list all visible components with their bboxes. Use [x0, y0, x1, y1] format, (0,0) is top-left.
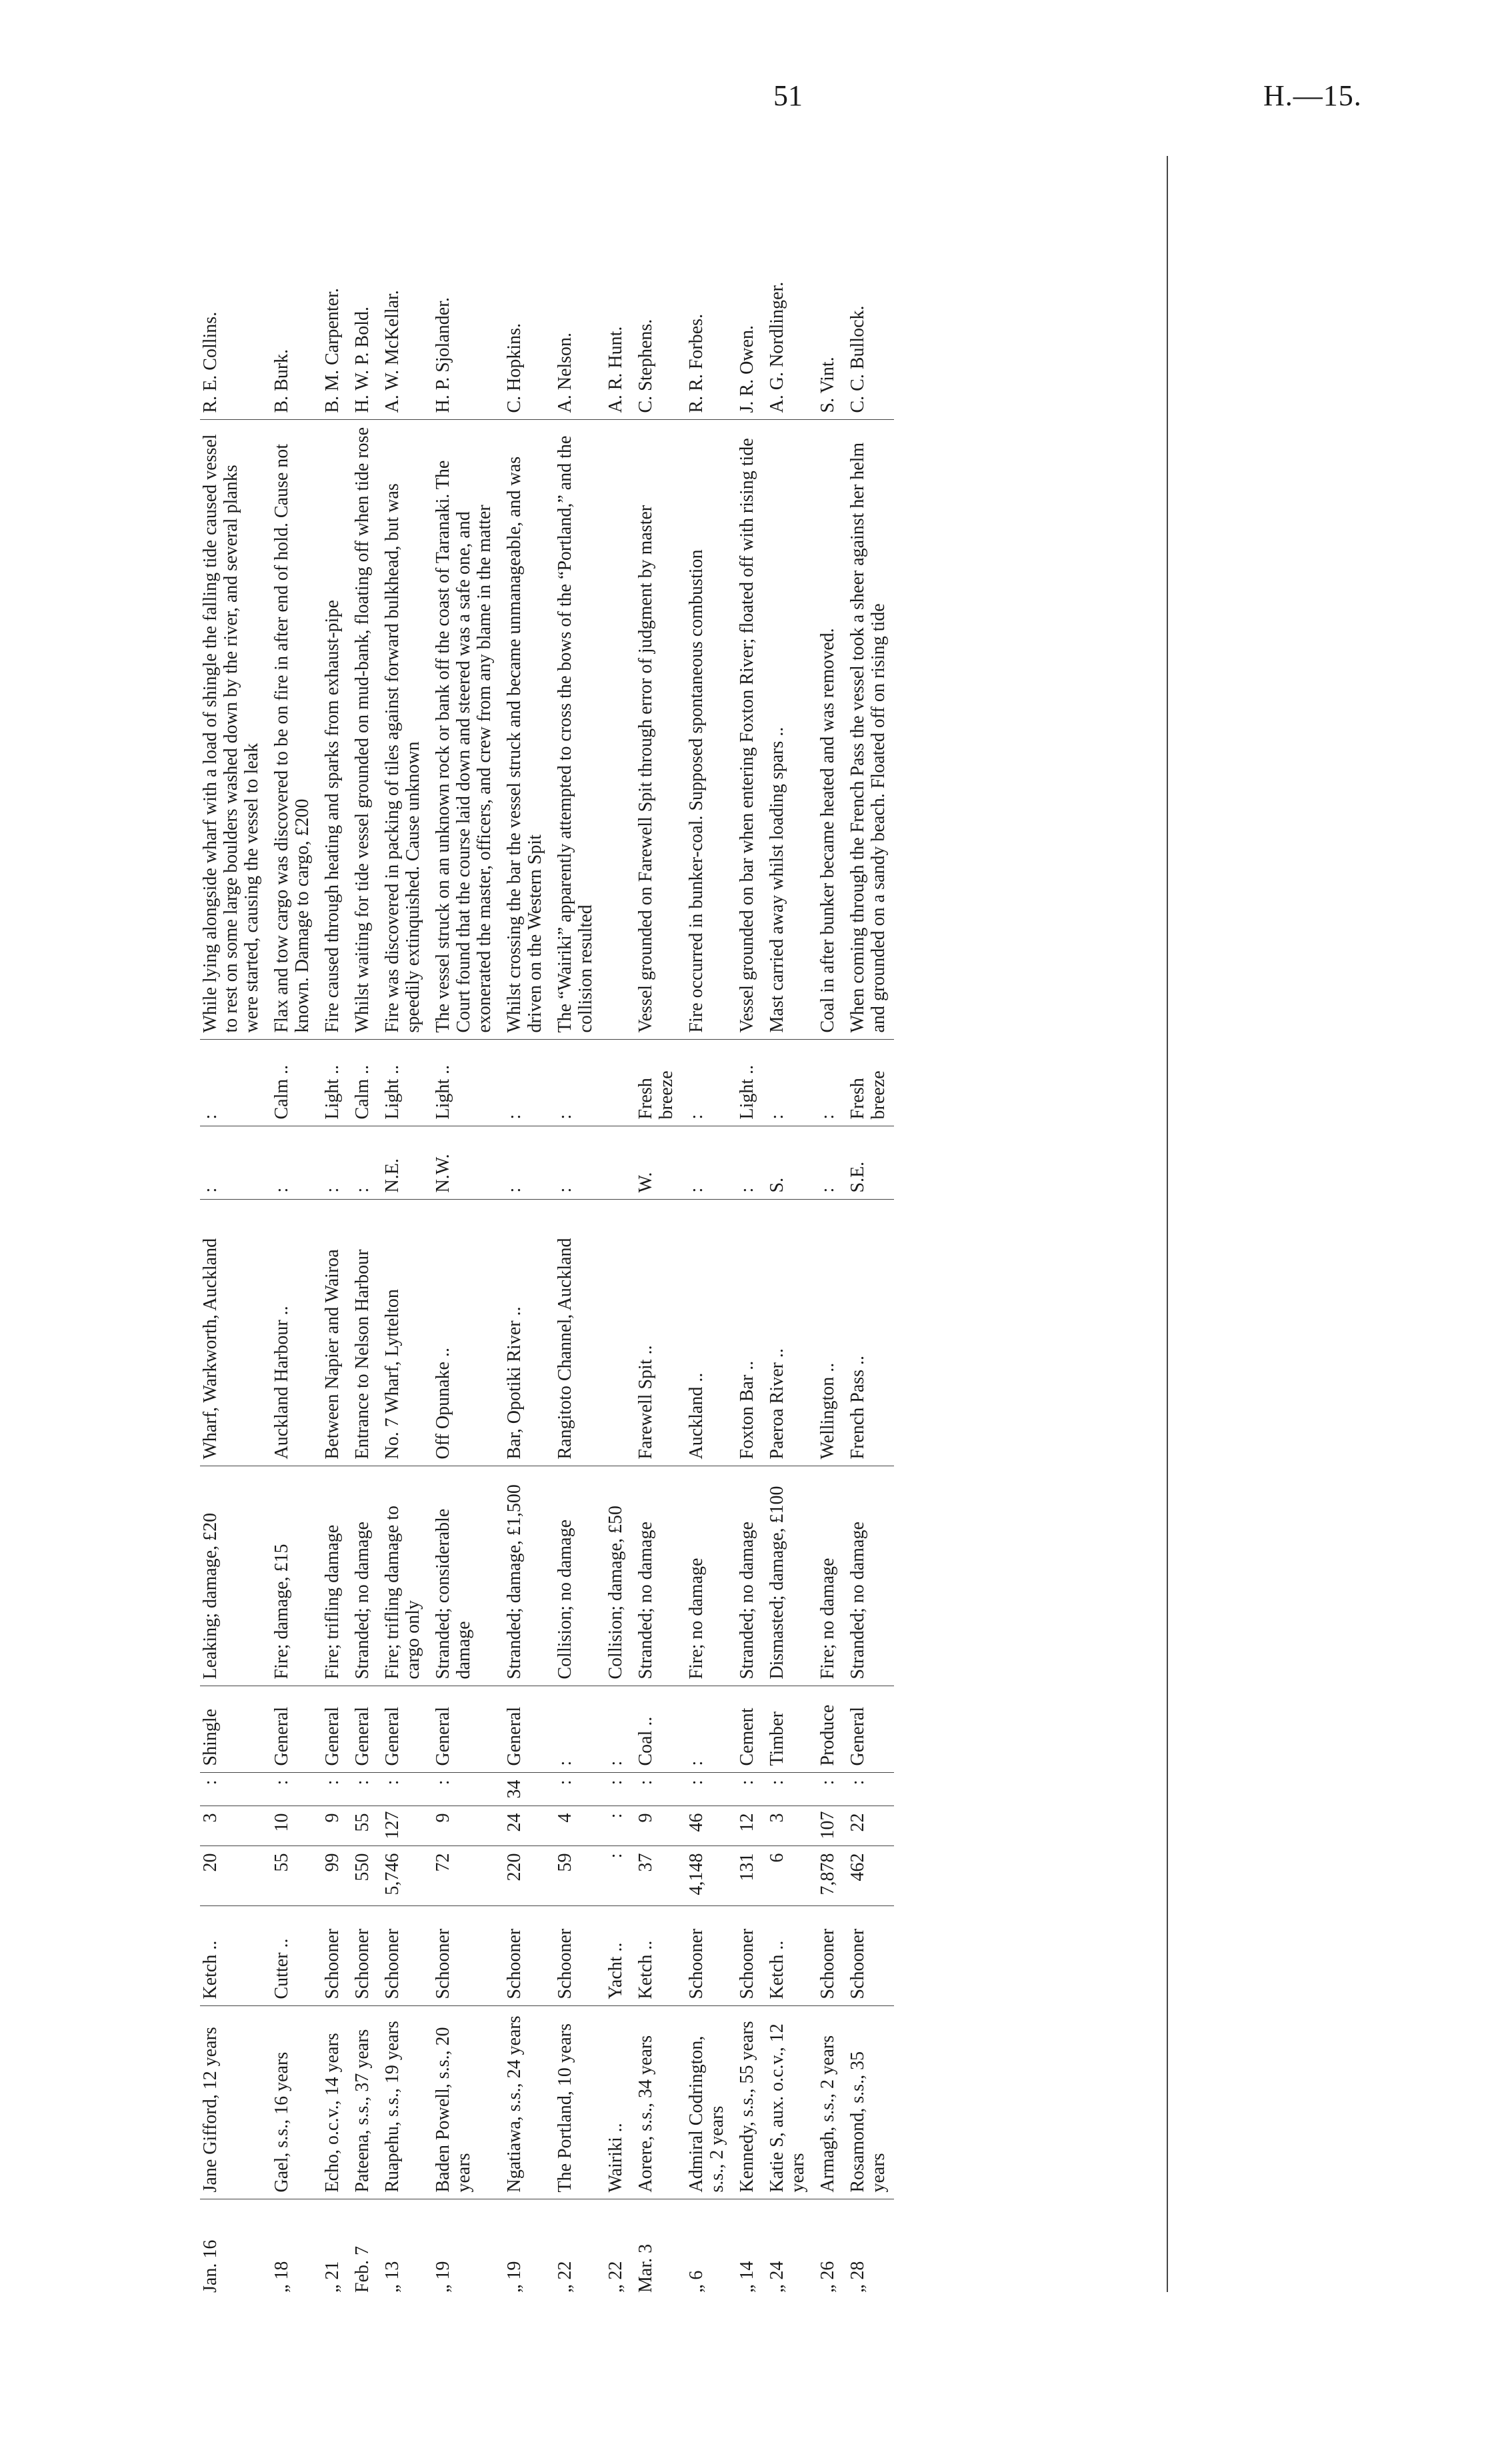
cell-tons: 37 — [631, 1846, 682, 1906]
cell-cargo: General — [500, 1686, 551, 1773]
cell-crew: 9 — [631, 1806, 682, 1846]
table-row — [348, 160, 378, 2299]
cell-cargo: General — [348, 1686, 378, 1773]
cell-nature: Collision; damage, £50 — [601, 1466, 631, 1686]
cell-cause: Fire occurred in bunker-coal. Supposed spontaneous combustion — [682, 420, 733, 1040]
cell-place: Foxton Bar .. — [733, 1200, 763, 1466]
cell-pass: : — [631, 1773, 682, 1806]
cell-master: C. Stephens. — [631, 160, 682, 420]
cell-date: „ 21 — [322, 2261, 343, 2293]
table-row — [200, 160, 267, 2299]
casualties-table — [200, 160, 894, 2299]
cell-nature: Dismasted; damage, £100 — [763, 1466, 813, 1686]
cell-wind: : — [200, 1126, 267, 1200]
cell-place — [601, 1200, 631, 1466]
cell-pass: : — [763, 1773, 813, 1806]
cell-nature: Stranded; damage, £1,500 — [500, 1466, 551, 1686]
cell-date: Jan. 16 — [200, 2239, 221, 2293]
cell-cargo: Timber — [763, 1686, 813, 1773]
cell-vessel: The Portland, 10 years — [551, 2006, 601, 2199]
cell-crew: 4 — [551, 1806, 601, 1846]
cell-place: Entrance to Nelson Harbour — [348, 1200, 378, 1466]
table-row — [551, 160, 601, 2299]
cell-cause: Vessel grounded on Farewell Spit through error of judgment by master — [631, 420, 682, 1040]
cell-pass: : — [813, 1773, 843, 1806]
cell-force: Light .. — [733, 1040, 763, 1126]
cell-rig: Schooner — [378, 1906, 429, 2006]
cell-master: A. W. McKellar. — [378, 160, 429, 420]
cell-cause — [601, 420, 631, 1040]
cell-rig: Schooner — [500, 1906, 551, 2006]
cell-date: „ 14 — [737, 2261, 757, 2293]
cell-rig: Schooner — [348, 1906, 378, 2006]
cell-tons: 7,878 — [813, 1846, 843, 1906]
cell-place: Auckland .. — [682, 1200, 733, 1466]
cell-vessel: Aorere, s.s., 34 years — [631, 2006, 682, 2199]
table-row — [682, 160, 733, 2299]
cell-wind: : — [267, 1126, 318, 1200]
cell-rig: Schooner — [733, 1906, 763, 2006]
cell-nature: Fire; trifling damage to cargo only — [378, 1466, 429, 1686]
cell-rig: Schooner — [843, 1906, 894, 2006]
cell-cause: The vessel struck on an unknown rock or bank off the coast of Taranaki. The Court found that the course laid down and steered was a safe one, and exonerated the master, officers, and crew from any blame in the matter — [429, 420, 500, 1040]
cell-tons: 4,148 — [682, 1846, 733, 1906]
cell-crew: 24 — [500, 1806, 551, 1846]
cell-tons: 220 — [500, 1846, 551, 1906]
cell-crew: 12 — [733, 1806, 763, 1846]
cell-crew: 9 — [429, 1806, 500, 1846]
cell-nature: Fire; damage, £15 — [267, 1466, 318, 1686]
cell-crew: 10 — [267, 1806, 318, 1846]
table-row — [813, 160, 843, 2299]
cell-cargo: Produce — [813, 1686, 843, 1773]
cell-date: „ 28 — [847, 2261, 868, 2293]
cell-date: „ 22 — [555, 2261, 575, 2293]
table-row — [733, 160, 763, 2299]
cell-nature: Fire; trifling damage — [318, 1466, 348, 1686]
cell-tons: 550 — [348, 1846, 378, 1906]
cell-place: Wharf, Warkworth, Auckland — [200, 1200, 267, 1466]
cell-cause: Whilst crossing the bar the vessel struck and became unmanageable, and was driven on the Western Spit — [500, 420, 551, 1040]
cell-nature: Fire; no damage — [813, 1466, 843, 1686]
cell-nature: Stranded; no damage — [348, 1466, 378, 1686]
cell-cargo: : — [682, 1686, 733, 1773]
cell-vessel: Pateena, s.s., 37 years — [348, 2006, 378, 2199]
cell-date: Feb. 7 — [352, 2246, 373, 2293]
cell-vessel: Kennedy, s.s., 55 years — [733, 2006, 763, 2199]
cell-tons: : — [601, 1846, 631, 1906]
cell-nature: Stranded; no damage — [631, 1466, 682, 1686]
cell-vessel: Rosamond, s.s., 35 years — [843, 2006, 894, 2199]
cell-force: : — [500, 1040, 551, 1126]
cell-cargo: General — [318, 1686, 348, 1773]
table-right-rule — [1167, 156, 1168, 2292]
cell-cargo: Cement — [733, 1686, 763, 1773]
table-row — [429, 160, 500, 2299]
cell-vessel: Ngatiawa, s.s., 24 years — [500, 2006, 551, 2199]
cell-wind: : — [813, 1126, 843, 1200]
cell-wind: : — [733, 1126, 763, 1200]
table-row — [601, 160, 631, 2299]
cell-cargo: : — [551, 1686, 601, 1773]
cell-rig: Schooner — [682, 1906, 733, 2006]
cell-vessel: Armagh, s.s., 2 years — [813, 2006, 843, 2199]
cell-tons: 5,746 — [378, 1846, 429, 1906]
cell-master: C. Hopkins. — [500, 160, 551, 420]
cell-master: H. P. Sjolander. — [429, 160, 500, 420]
cell-cargo: : — [601, 1686, 631, 1773]
cell-cargo: General — [267, 1686, 318, 1773]
cell-place: Wellington .. — [813, 1200, 843, 1466]
cell-date: „ 19 — [504, 2261, 525, 2293]
cell-master: A. Nelson. — [551, 160, 601, 420]
cell-master: B. Burk. — [267, 160, 318, 420]
cell-rig: Schooner — [318, 1906, 348, 2006]
cell-crew: 55 — [348, 1806, 378, 1846]
cell-master: A. G. Nordlinger. — [763, 160, 813, 420]
cell-nature: Collision; no damage — [551, 1466, 601, 1686]
cell-crew: 46 — [682, 1806, 733, 1846]
cell-pass: : — [601, 1773, 631, 1806]
cell-crew: 127 — [378, 1806, 429, 1846]
cell-vessel: Ruapehu, s.s., 19 years — [378, 2006, 429, 2199]
cell-master: S. Vint. — [813, 160, 843, 420]
cell-rig: Yacht .. — [601, 1906, 631, 2006]
table-row — [843, 160, 894, 2299]
cell-place: Off Opunake .. — [429, 1200, 500, 1466]
cell-master: H. W. P. Bold. — [348, 160, 378, 420]
cell-force: : — [200, 1040, 267, 1126]
cell-pass: : — [378, 1773, 429, 1806]
cell-rig: Ketch .. — [631, 1906, 682, 2006]
cell-force: : — [763, 1040, 813, 1126]
cell-tons: 55 — [267, 1846, 318, 1906]
cell-rig: Schooner — [813, 1906, 843, 2006]
cell-tons: 131 — [733, 1846, 763, 1906]
cell-pass: : — [843, 1773, 894, 1806]
cell-crew: 9 — [318, 1806, 348, 1846]
cell-master: B. M. Carpenter. — [318, 160, 348, 420]
cell-date: „ 22 — [605, 2261, 626, 2293]
cell-vessel: Gael, s.s., 16 years — [267, 2006, 318, 2199]
document-reference: H.—15. — [1263, 79, 1362, 112]
cell-master: C. C. Bullock. — [843, 160, 894, 420]
table-row — [500, 160, 551, 2299]
cell-crew: 107 — [813, 1806, 843, 1846]
cell-pass: : — [318, 1773, 348, 1806]
cell-wind: N.E. — [378, 1126, 429, 1200]
cell-wind: : — [318, 1126, 348, 1200]
cell-wind: S.E. — [843, 1126, 894, 1200]
cell-vessel: Baden Powell, s.s., 20 years — [429, 2006, 500, 2199]
cell-wind: S. — [763, 1126, 813, 1200]
cell-force: Fresh breeze — [631, 1040, 682, 1126]
cell-force: : — [813, 1040, 843, 1126]
table-row — [318, 160, 348, 2299]
cell-cause: The “Wairiki” apparently attempted to cross the bows of the “Portland,” and the collision resulted — [551, 420, 601, 1040]
cell-cause: Fire was discovered in packing of tiles against forward bulkhead, but was speedily extinquished. Cause unknown — [378, 420, 429, 1040]
cell-pass: : — [733, 1773, 763, 1806]
table-row — [631, 160, 682, 2299]
cell-place: Farewell Spit .. — [631, 1200, 682, 1466]
cell-crew: 3 — [200, 1806, 267, 1846]
cell-place: French Pass .. — [843, 1200, 894, 1466]
cell-wind: W. — [631, 1126, 682, 1200]
cell-vessel: Echo, o.c.v., 14 years — [318, 2006, 348, 2199]
cell-date: „ 19 — [433, 2261, 453, 2293]
cell-rig: Ketch .. — [763, 1906, 813, 2006]
cell-place: No. 7 Wharf, Lyttelton — [378, 1200, 429, 1466]
page-number: 51 — [773, 79, 803, 112]
cell-force: : — [682, 1040, 733, 1126]
cell-wind: : — [682, 1126, 733, 1200]
cell-vessel: Katie S, aux. o.c.v., 12 years — [763, 2006, 813, 2199]
cell-master: A. R. Hunt. — [601, 160, 631, 420]
cell-crew: : — [601, 1806, 631, 1846]
cell-rig: Schooner — [551, 1906, 601, 2006]
cell-cause: Flax and tow cargo was discovered to be on fire in after end of hold. Cause not known. Damage to cargo, £200 — [267, 420, 318, 1040]
cell-cargo: Coal .. — [631, 1686, 682, 1773]
cell-tons: 59 — [551, 1846, 601, 1906]
cell-wind — [601, 1126, 631, 1200]
cell-date: „ 6 — [686, 2270, 707, 2293]
cell-place: Between Napier and Wairoa — [318, 1200, 348, 1466]
cell-nature: Stranded; considerable damage — [429, 1466, 500, 1686]
cell-force: Fresh breeze — [843, 1040, 894, 1126]
cell-date: Mar. 3 — [635, 2243, 656, 2293]
cell-pass: : — [429, 1773, 500, 1806]
cell-crew: 3 — [763, 1806, 813, 1846]
cell-cargo: General — [843, 1686, 894, 1773]
table-row — [763, 160, 813, 2299]
cell-pass: : — [682, 1773, 733, 1806]
cell-date: „ 13 — [382, 2261, 403, 2293]
cell-cargo: General — [378, 1686, 429, 1773]
cell-vessel: Jane Gifford, 12 years — [200, 2006, 267, 2199]
table-row — [378, 160, 429, 2299]
cell-cargo: Shingle — [200, 1686, 267, 1773]
cell-place: Auckland Harbour .. — [267, 1200, 318, 1466]
cell-tons: 99 — [318, 1846, 348, 1906]
cell-cause: While lying alongside wharf with a load of shingle the falling tide caused vessel to rest on some large boulders washed down by the river, and several planks were started, causing the vessel to leak — [200, 420, 267, 1040]
cell-force: Light .. — [378, 1040, 429, 1126]
cell-tons: 72 — [429, 1846, 500, 1906]
cell-tons: 20 — [200, 1846, 267, 1906]
cell-force: Calm .. — [348, 1040, 378, 1126]
cell-nature: Leaking; damage, £20 — [200, 1466, 267, 1686]
cell-cause: Coal in after bunker became heated and was removed. — [813, 420, 843, 1040]
cell-master: J. R. Owen. — [733, 160, 763, 420]
cell-wind: N.W. — [429, 1126, 500, 1200]
cell-date: „ 18 — [271, 2261, 292, 2293]
cell-pass: : — [551, 1773, 601, 1806]
cell-force — [601, 1040, 631, 1126]
cell-force: Calm .. — [267, 1040, 318, 1126]
cell-vessel: Wairiki .. — [601, 2006, 631, 2199]
cell-nature: Stranded; no damage — [733, 1466, 763, 1686]
cell-pass: 34 — [500, 1773, 551, 1806]
cell-nature: Stranded; no damage — [843, 1466, 894, 1686]
cell-place: Paeroa River .. — [763, 1200, 813, 1466]
cell-date: „ 26 — [817, 2261, 838, 2293]
cell-rig: Ketch .. — [200, 1906, 267, 2006]
cell-force: : — [551, 1040, 601, 1126]
cell-wind: : — [500, 1126, 551, 1200]
cell-cause: When coming through the French Pass the vessel took a sheer against her helm and grounded on a sandy beach. Floated off on rising tide — [843, 420, 894, 1040]
cell-cause: Whilst waiting for tide vessel grounded on mud-bank, floating off when tide rose — [348, 420, 378, 1040]
cell-force: Light .. — [429, 1040, 500, 1126]
table-row — [267, 160, 318, 2299]
cell-master: R. R. Forbes. — [682, 160, 733, 420]
cell-master: R. E. Collins. — [200, 160, 267, 420]
cell-rig: Cutter .. — [267, 1906, 318, 2006]
cell-tons: 462 — [843, 1846, 894, 1906]
cell-cause: Fire caused through heating and sparks from exhaust-pipe — [318, 420, 348, 1040]
cell-tons: 6 — [763, 1846, 813, 1906]
cell-crew: 22 — [843, 1806, 894, 1846]
cell-cause: Vessel grounded on bar when entering Foxton River; floated off with rising tide — [733, 420, 763, 1040]
cell-force: Light .. — [318, 1040, 348, 1126]
cell-pass: : — [200, 1773, 267, 1806]
cell-cargo: General — [429, 1686, 500, 1773]
cell-wind: : — [348, 1126, 378, 1200]
cell-place: Rangitoto Channel, Auckland — [551, 1200, 601, 1466]
cell-place: Bar, Opotiki River .. — [500, 1200, 551, 1466]
cell-cause: Mast carried away whilst loading spars .. — [763, 420, 813, 1040]
cell-nature: Fire; no damage — [682, 1466, 733, 1686]
cell-pass: : — [267, 1773, 318, 1806]
table-body — [200, 160, 894, 2299]
cell-vessel: Admiral Codrington, s.s., 2 years — [682, 2006, 733, 2199]
rotated-table-wrapper — [200, 160, 1167, 2299]
cell-pass: : — [348, 1773, 378, 1806]
cell-date: „ 24 — [767, 2261, 787, 2293]
cell-rig: Schooner — [429, 1906, 500, 2006]
cell-wind: : — [551, 1126, 601, 1200]
